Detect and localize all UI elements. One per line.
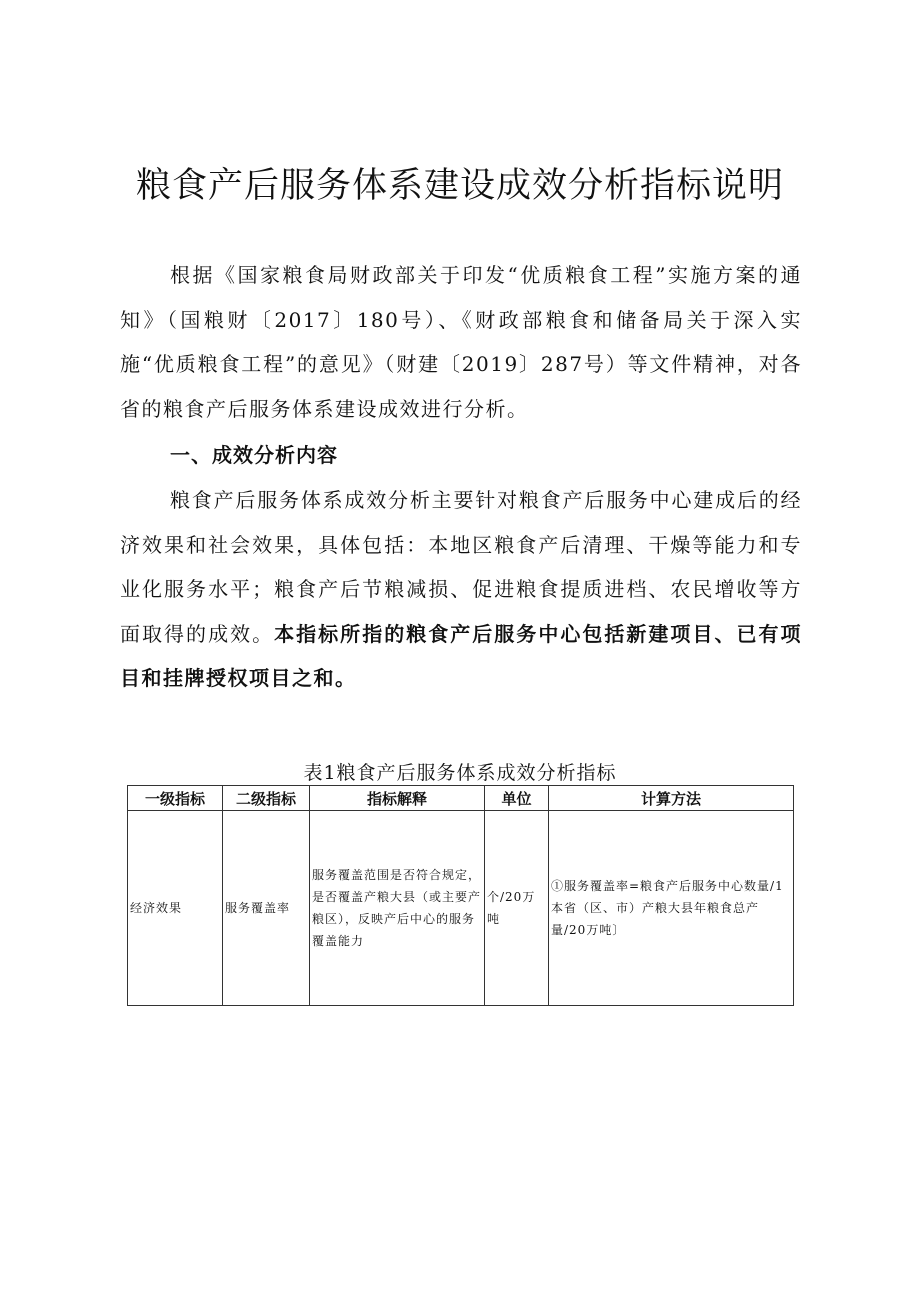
section-paragraph — [120, 478, 802, 701]
section-bold-sentence: 本指标所指的粮食产后服务中心包括新建项目、已有项目和挂牌授权项目之和。 — [120, 621, 803, 690]
cell-explanation: 服务覆盖范围是否符合规定，是否覆盖产粮大县（或主要产粮区），反映产后中心的服务覆盖能力 — [310, 811, 485, 1006]
header-unit: 单位 — [485, 786, 549, 811]
cell-method: ①服务覆盖率=粮食产后服务中心数量/1本省（区、市）产粮大县年粮食总产量/20万吨〕 — [549, 811, 794, 1006]
metrics-table — [127, 785, 794, 1006]
section-paragraph-text: 粮食产后服务体系成效分析主要针对粮食产后服务中心建成后的经济效果和社会效果，具体包括：本地区粮食产后清理、干燥等能力和专业化服务水平；粮食产后节粮减损、促进粮食提质进档、农民增收等方面取得的成效。 — [120, 488, 802, 646]
table-caption: 表1粮食产后服务体系成效分析指标 — [303, 762, 617, 784]
header-method: 计算方法 — [549, 786, 794, 811]
header-level2: 二级指标 — [223, 786, 310, 811]
document-title: 粮食产后服务体系建设成效分析指标说明 — [135, 166, 784, 206]
header-explanation: 指标解释 — [310, 786, 485, 811]
table-header-row — [128, 786, 794, 811]
cell-level2: 服务覆盖率 — [223, 811, 310, 1006]
cell-unit: 个/20万吨 — [485, 811, 549, 1006]
table-row — [128, 811, 794, 1006]
section-heading: 一、成效分析内容 — [170, 443, 338, 467]
header-level1: 一级指标 — [128, 786, 223, 811]
cell-level1: 经济效果 — [128, 811, 223, 1006]
intro-paragraph: 根据《国家粮食局财政部关于印发“优质粮食工程”实施方案的通知》（国粮财〔2017〕180号）、《财政部粮食和储备局关于深入实施“优质粮食工程”的意见》（财建〔2019〕287号）等文件精神，对各省的粮食产后服务体系建设成效进行分析。 — [120, 263, 802, 421]
